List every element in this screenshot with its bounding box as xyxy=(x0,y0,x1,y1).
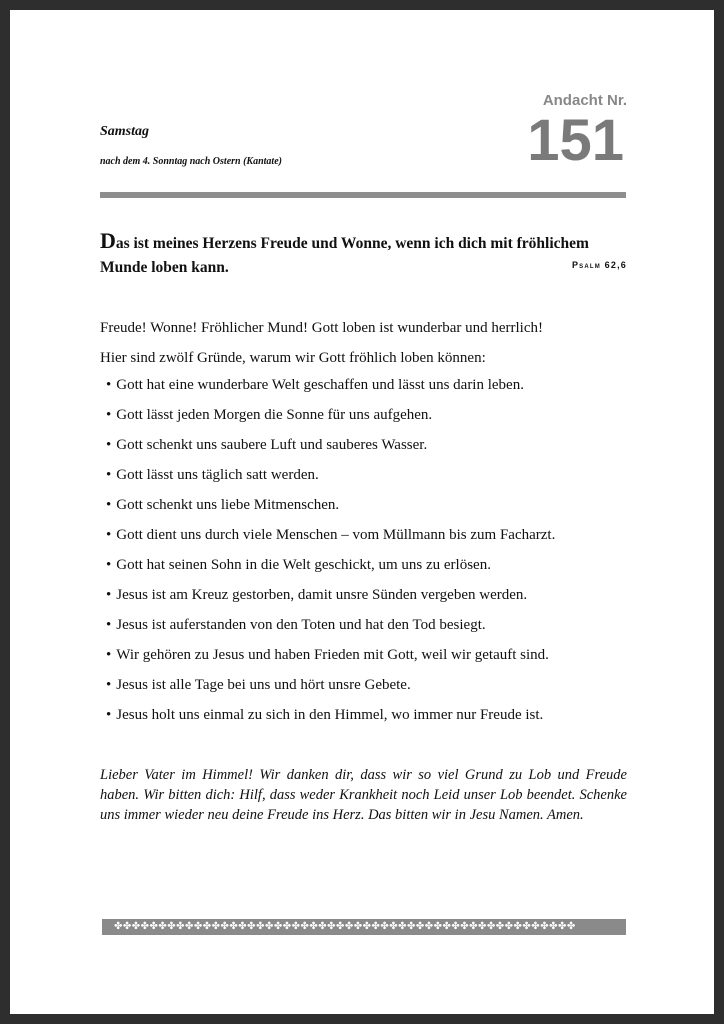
verse-drop-letter: D xyxy=(100,228,116,253)
intro-line: Hier sind zwölf Gründe, warum wir Gott fröhlich loben können: xyxy=(100,350,486,366)
footer-ornament-bar: ✤✤✤✤✤✤✤✤✤✤✤✤✤✤✤✤✤✤✤✤✤✤✤✤✤✤✤✤✤✤✤✤✤✤✤✤✤✤✤✤✤✤✤✤✤✤✤✤✤✤✤✤ xyxy=(102,919,626,935)
intro-line: Freude! Wonne! Fröhlicher Mund! Gott loben ist wunderbar und herrlich! xyxy=(100,320,543,336)
reasons-list xyxy=(106,372,636,732)
day-title: Samstag xyxy=(100,124,150,139)
document-page xyxy=(10,10,714,1014)
verse-text: as ist meines Herzens Freude und Wonne, wenn ich dich mit fröhlichem Munde loben kann. xyxy=(100,235,589,276)
list-item: • Gott hat eine wunderbare Welt geschaffen und lässt uns darin leben. xyxy=(106,372,636,402)
day-subtitle: nach dem 4. Sonntag nach Ostern (Kantate) xyxy=(100,156,282,167)
list-item: • Gott schenkt uns saubere Luft und sauberes Wasser. xyxy=(106,432,636,462)
list-item: • Jesus ist alle Tage bei uns und hört unsre Gebete. xyxy=(106,672,636,702)
list-item: • Gott hat seinen Sohn in die Welt geschickt, um uns zu erlösen. xyxy=(106,552,636,582)
prayer-text: Lieber Vater im Himmel! Wir danken dir, dass wir so viel Grund zu Lob und Freude haben. Wir bitten dich: Hilf, dass weder Krankheit noch Leid unser Lob beendet. Schenke uns immer wieder neu deine Freude ins Herz. Das bitten wir in Jesu Namen. Amen. xyxy=(100,767,627,823)
header-divider xyxy=(100,192,626,198)
list-item: • Gott lässt jeden Morgen die Sonne für uns aufgehen. xyxy=(106,402,636,432)
list-item: • Wir gehören zu Jesus und haben Frieden mit Gott, weil wir getauft sind. xyxy=(106,642,636,672)
list-item: • Jesus holt uns einmal zu sich in den Himmel, wo immer nur Freude ist. xyxy=(106,702,636,732)
list-item: • Jesus ist auferstanden von den Toten und hat den Tod besiegt. xyxy=(106,612,636,642)
andacht-label: Andacht Nr. xyxy=(542,92,627,109)
list-item: • Gott dient uns durch viele Menschen – vom Müllmann bis zum Facharzt. xyxy=(106,522,636,552)
list-item: • Gott schenkt uns liebe Mitmenschen. xyxy=(106,492,636,522)
intro-text xyxy=(100,315,640,375)
andacht-number: 151 xyxy=(527,108,624,173)
list-item: • Jesus ist am Kreuz gestorben, damit unsre Sünden vergeben werden. xyxy=(106,582,636,612)
list-item: • Gott lässt uns täglich satt werden. xyxy=(106,462,636,492)
bible-verse xyxy=(100,229,628,280)
verse-reference: Psalm 62,6 xyxy=(571,260,627,270)
